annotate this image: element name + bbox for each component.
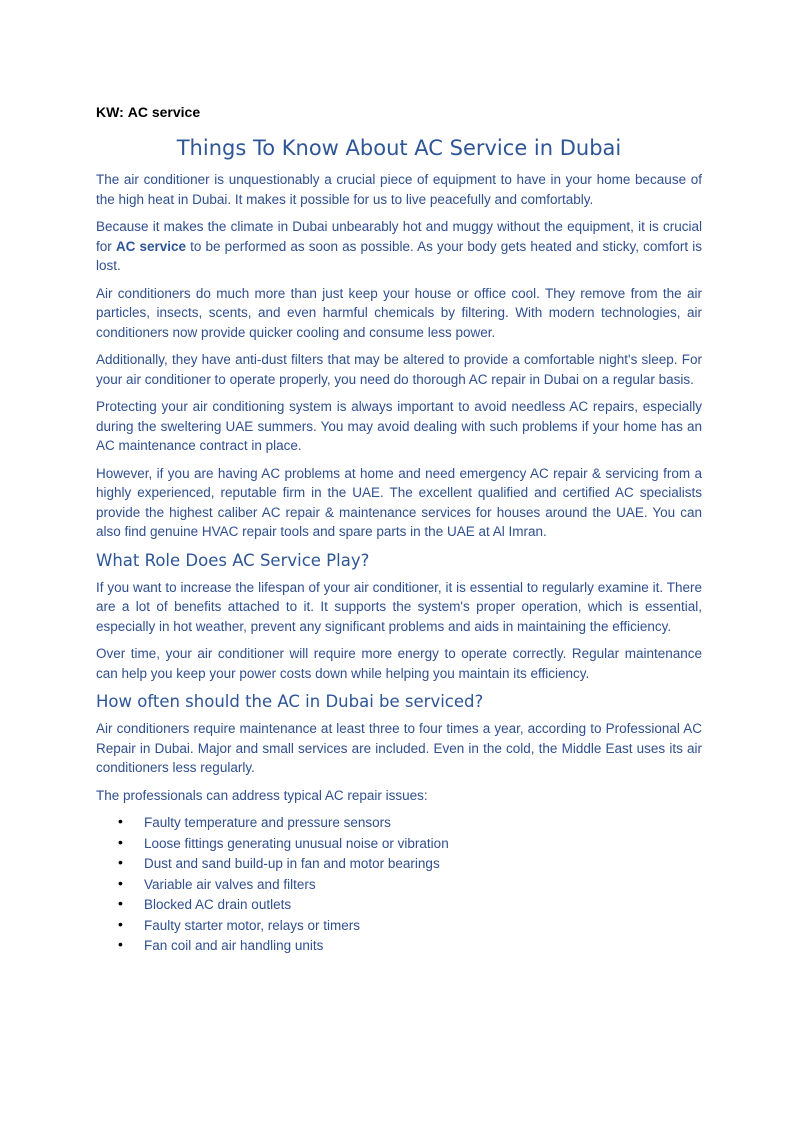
- list-item-label: Dust and sand build-up in fan and motor bearings: [144, 856, 440, 871]
- paragraph-ac-service-before: Because it makes the climate in Dubai unbearably hot and muggy without the equipment, it is crucial for: [96, 219, 702, 254]
- paragraph-protecting: Protecting your air conditioning system is always important to avoid needless AC repairs, especially during the sweltering UAE summers. You may avoid dealing with such problems if your home has an AC maintenance contract in place.: [96, 399, 702, 453]
- list-item: [118, 936, 702, 957]
- section-heading-role: What Role Does AC Service Play?: [96, 550, 370, 570]
- list-item-label: Loose fittings generating unusual noise or vibration: [144, 835, 449, 851]
- paragraph-air-conditioners: Air conditioners do much more than just keep your house or office cool. They remove from the air particles, insects, scents, and even harmful chemicals by filtering. With modern technologies, air conditioners now provide quicker cooling and consume less power.: [96, 285, 702, 340]
- list-item: [118, 874, 702, 896]
- bullet-icon: •: [118, 854, 123, 870]
- paragraph-lifespan: If you want to increase the lifespan of your air conditioner, it is essential to regularly examine it. There are a lot of benefits attached to it. It supports the system's proper operation, which is essential, especially in hot weather, prevent any significant problems and aids in maintaining the efficiency.: [96, 579, 702, 634]
- list-item: [118, 833, 702, 855]
- list-item-label: Faulty temperature and pressure sensors: [144, 815, 391, 830]
- paragraph-anti-dust: Additionally, they have anti-dust filters that may be altered to provide a comfortable night's sleep. For your air conditioner to operate properly, you need do thorough AC repair in Dubai on a regular basis.: [96, 352, 702, 387]
- keyword-value: AC service: [127, 104, 201, 120]
- keyword-line: [96, 104, 702, 120]
- bullet-icon: •: [118, 915, 123, 932]
- keyword-label: KW:: [96, 104, 124, 120]
- paragraph-maintenance: Air conditioners require maintenance at least three to four times a year, according to Professional AC Repair in Dubai. Major and small services are included. Even in the cold, the Middle East uses its air conditioners less regularly.: [96, 721, 702, 775]
- paragraph-emergency: However, if you are having AC problems at home and need emergency AC repair & servicing from a highly experienced, reputable firm in the UAE. The excellent qualified and certified AC specialists provide the highest caliber AC repair & maintenance services for houses around the UAE. You can also find genuine HVAC repair tools and spare parts in the UAE at Al Imran.: [96, 465, 702, 539]
- document-page: [96, 104, 702, 957]
- list-item-label: Variable air valves and filters: [144, 876, 316, 892]
- page-title: Things To Know About AC Service in Dubai: [176, 136, 622, 160]
- paragraph-ac-service: [96, 217, 702, 276]
- bullet-icon: •: [118, 895, 123, 911]
- issues-list: [96, 813, 702, 957]
- bullet-icon: •: [118, 874, 123, 891]
- list-item-label: Blocked AC drain outlets: [144, 897, 292, 912]
- list-item: [118, 915, 702, 937]
- bullet-icon: •: [118, 833, 123, 850]
- list-item: [118, 813, 702, 834]
- list-item: [118, 854, 702, 875]
- paragraph-energy: Over time, your air conditioner will require more energy to operate correctly. Regular maintenance can help you keep your power costs down while helping you maintain its efficiency.: [96, 646, 702, 681]
- bullet-icon: •: [118, 936, 123, 952]
- section-heading-frequency: How often should the AC in Dubai be serviced?: [96, 692, 484, 711]
- list-item-label: Faulty starter motor, relays or timers: [144, 917, 361, 933]
- paragraph-ac-service-after: to be performed as soon as possible. As your body gets heated and sticky, comfort is lost.: [96, 238, 702, 273]
- ac-service-bold: AC service: [115, 238, 187, 254]
- list-item-label: Fan coil and air handling units: [144, 938, 324, 953]
- intro-paragraph: The air conditioner is unquestionably a crucial piece of equipment to have in your home because of the high heat in Dubai. It makes it possible for us to live peacefully and comfortably.: [96, 172, 702, 207]
- bullet-icon: •: [118, 813, 123, 829]
- paragraph-professionals: The professionals can address typical AC repair issues:: [96, 787, 428, 803]
- list-item: [118, 895, 702, 916]
